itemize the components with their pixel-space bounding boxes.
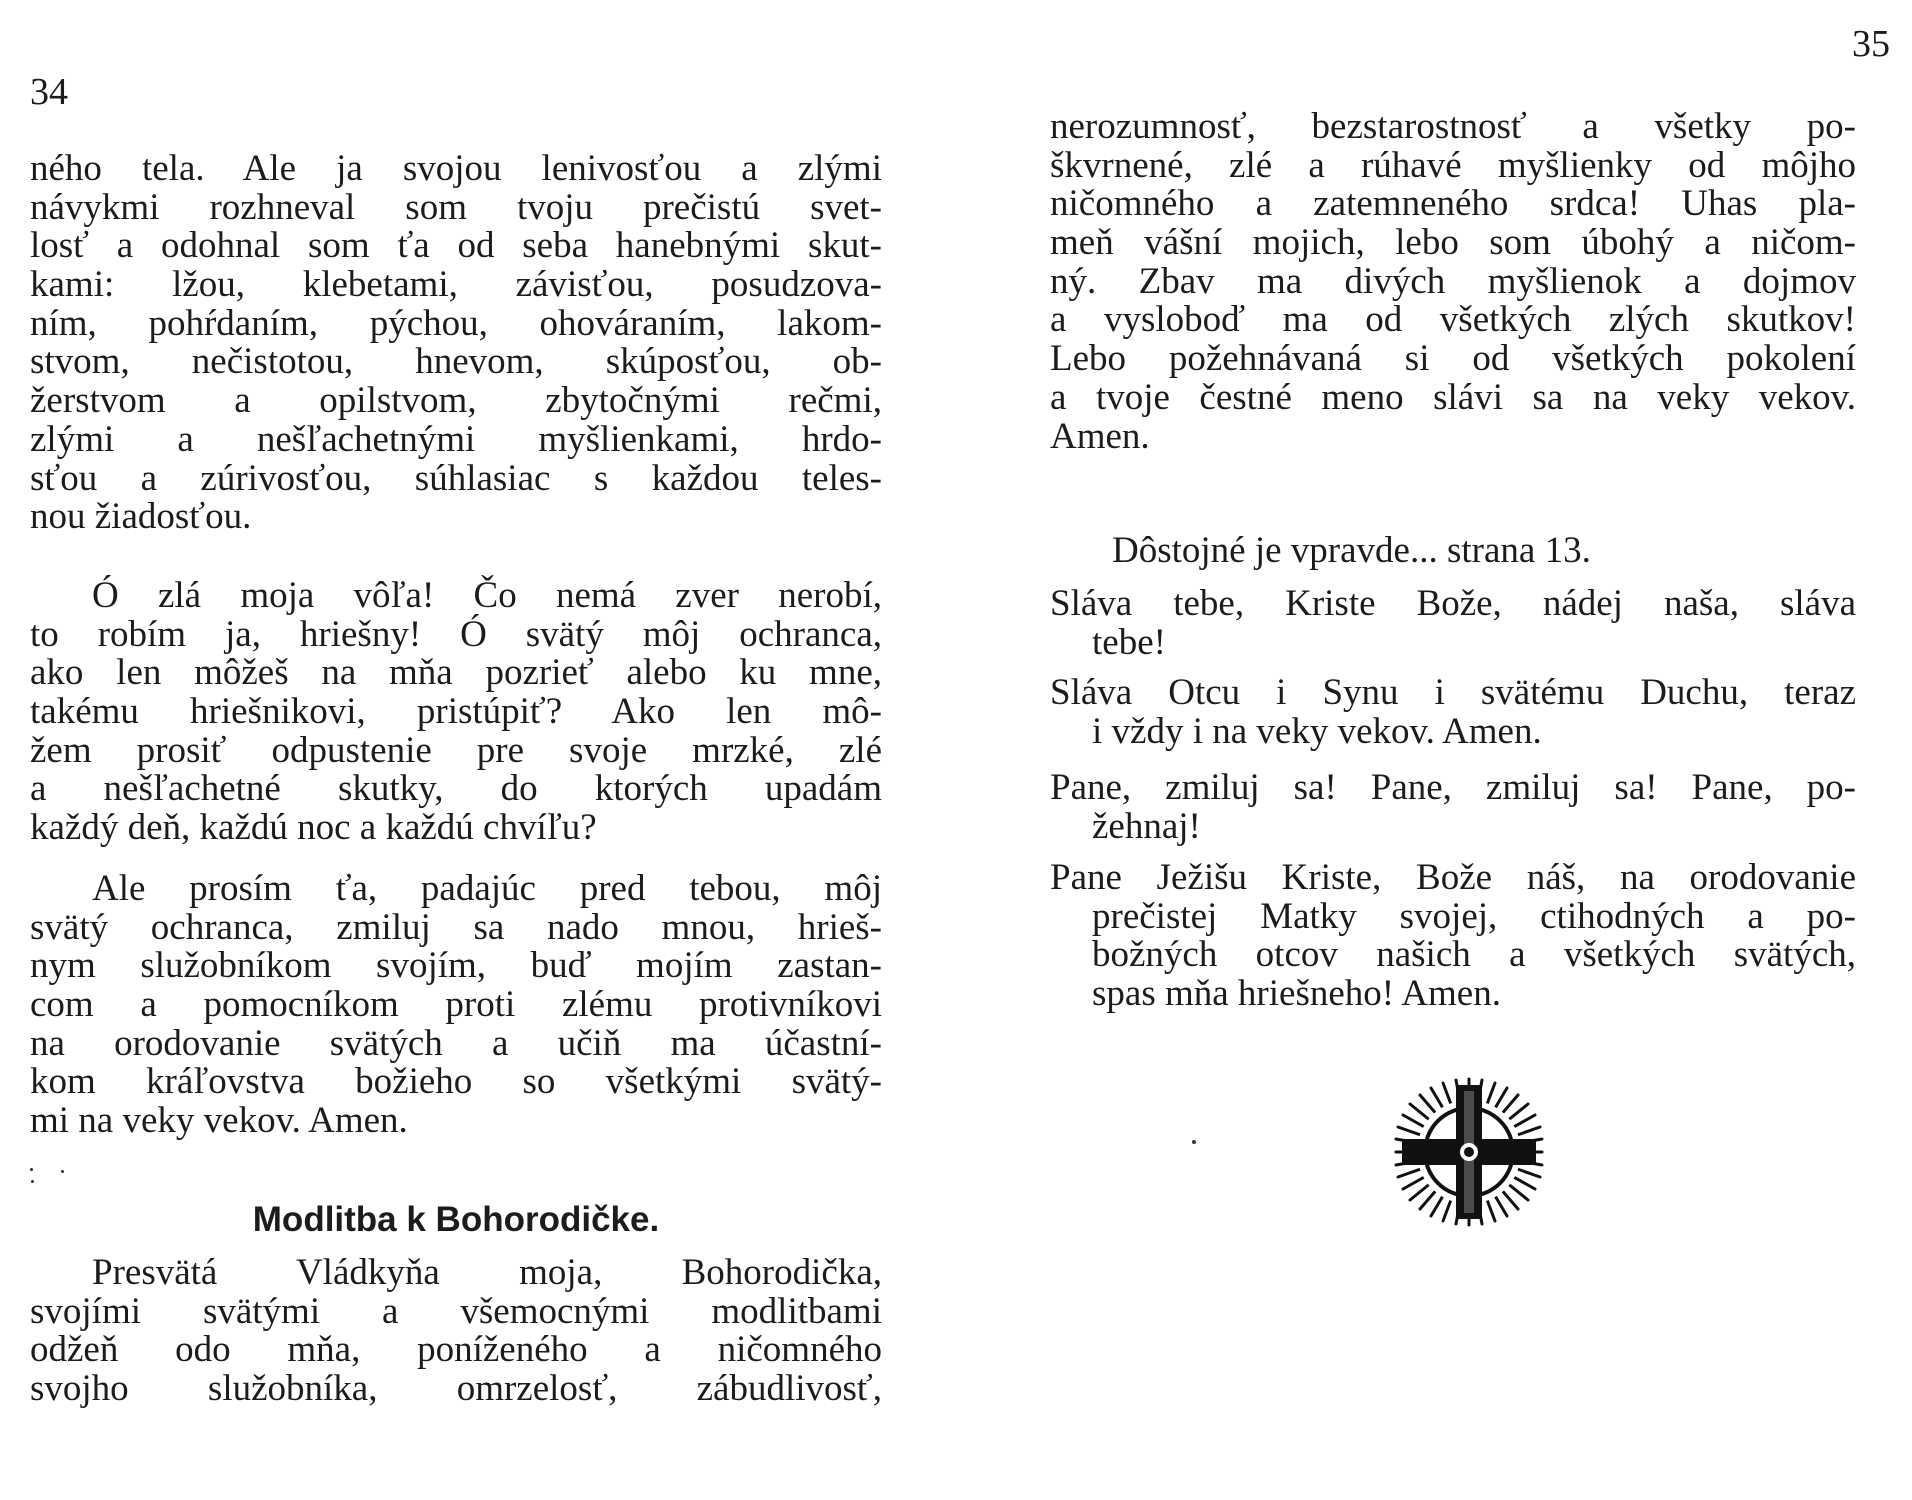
text-line: ný. Zbav ma divých myšlienok a dojmov	[1050, 260, 1856, 302]
paragraph-ale-prosim	[30, 870, 882, 1141]
print-speck	[1192, 1140, 1196, 1144]
text-line: kami: lžou, klebetami, závisťou, posudzova-	[30, 264, 882, 306]
text-line: škvrnené, zlé a rúhavé myšlienky od môjho	[1050, 144, 1856, 186]
text-line: takému hriešnikovi, pristúpiť? Ako len mô-	[30, 691, 882, 733]
text-line: to robím ja, hriešny! Ó svätý môj ochranca,	[30, 613, 882, 655]
right-page	[956, 0, 1912, 1500]
text-line: stvom, nečistotou, hnevom, skúposťou, ob-	[30, 341, 882, 383]
text-line: Presvätá Vládkyňa moja, Bohorodička,	[92, 1252, 882, 1293]
text-line: ného tela. Ale ja svojou lenivosťou a zlými	[30, 148, 882, 189]
text-line: kom kráľovstva božieho so všetkými svätý-	[30, 1061, 882, 1103]
text-line: nerozumnosť, bezstarostnosť a všetky po-	[1050, 106, 1856, 147]
text-line: Amen.	[1050, 415, 1150, 457]
text-line: žerstvom a opilstvom, zbytočnými rečmi,	[30, 380, 882, 422]
text-line: Ó zlá moja vôľa! Čo nemá zver nerobí,	[92, 575, 882, 616]
page-number-right: 35	[1852, 23, 1890, 65]
text-line: Ale prosím ťa, padajúc pred tebou, môj	[92, 868, 882, 909]
text-line: Pane, zmiluj sa! Pane, zmiluj sa! Pane, po-	[1050, 767, 1856, 808]
print-speck	[61, 1170, 64, 1173]
text-line: odžeň odo mňa, poníženého a ničomného	[30, 1329, 882, 1371]
text-line: Sláva tebe, Kriste Bože, nádej naša, sláva	[1050, 583, 1856, 624]
text-line: svojími svätými a všemocnými modlitbami	[30, 1290, 882, 1332]
text-line: sťou a zúrivosťou, súhlasiac s každou teles-	[30, 457, 882, 499]
text-line: božných otcov našich a všetkých svätých,	[1092, 934, 1856, 976]
text-line: zlými a nešľachetnými myšlienkami, hrdo-	[30, 418, 882, 460]
text-line: žehnaj!	[1092, 805, 1201, 847]
text-line: Pane Ježišu Kriste, Bože náš, na orodovanie	[1050, 857, 1856, 898]
text-line: meň vášní mojich, lebo som úbohý a ničom-	[1050, 222, 1856, 264]
text-line: nou žiadosťou.	[30, 496, 252, 538]
section-heading: Modlitba k Bohorodičke.	[252, 1200, 660, 1239]
text-line: tebe!	[1092, 621, 1166, 663]
text-line: a tvoje čestné meno slávi sa na veky vekov.	[1050, 376, 1856, 418]
text-line: každý deň, každú noc a každú chvíľu?	[30, 807, 597, 849]
text-line: losť a odohnal som ťa od seba hanebnými skut-	[30, 225, 882, 267]
text-line: na orodovanie svätých a učiň ma účastní-	[30, 1022, 882, 1064]
prayer-response	[1050, 585, 1856, 662]
print-speck	[31, 1180, 34, 1183]
prayer-response	[1050, 769, 1856, 846]
paragraph-o-zla-moja-vola	[30, 577, 882, 848]
paragraph-continued-right	[1050, 108, 1856, 456]
text-line: a nešľachetné skutky, do ktorých upadám	[30, 768, 882, 810]
text-line: ničomného a zatemneného srdca! Uhas pla-	[1050, 183, 1856, 225]
text-line: nym služobníkom svojím, buď mojím zastan-	[30, 945, 882, 987]
text-line: ním, pohŕdaním, pýchou, ohováraním, lakom-	[30, 302, 882, 344]
text-line: návykmi rozhneval som tvoju prečistú svet-	[30, 186, 882, 228]
page-number-left: 34	[30, 71, 68, 113]
prayer-response	[1050, 674, 1856, 751]
text-line: a vysloboď ma od všetkých zlých skutkov!	[1050, 299, 1856, 341]
text-line: Sláva Otcu i Synu i svätému Duchu, teraz	[1050, 672, 1856, 713]
paragraph-continued	[30, 150, 882, 537]
text-line: žem prosiť odpustenie pre svoje mrzké, zlé	[30, 729, 882, 771]
text-line: svätý ochranca, zmiluj sa nado mnou, hrieš-	[30, 906, 882, 948]
text-line: svojho služobníka, omrzelosť, zábudlivosť,	[30, 1368, 882, 1410]
radiant-cross-icon	[1394, 1077, 1544, 1227]
text-line: Lebo požehnávaná si od všetkých pokolení	[1050, 338, 1856, 380]
page-reference: Dôstojné je vpravde... strana 13.	[1112, 530, 1591, 571]
text-line: prečistej Matky svojej, ctihodných a po-	[1092, 895, 1856, 937]
text-line: spas mňa hriešneho! Amen.	[1092, 973, 1501, 1015]
prayer-response	[1050, 859, 1856, 1014]
text-line: com a pomocníkom proti zlému protivníkovi	[30, 984, 882, 1026]
text-line: ako len môžeš na mňa pozrieť alebo ku mne,	[30, 652, 882, 694]
print-speck	[30, 1168, 33, 1171]
text-line: mi na veky vekov. Amen.	[30, 1100, 408, 1142]
text-line: i vždy i na veky vekov. Amen.	[1092, 710, 1542, 752]
paragraph-presvata-vladkyna	[30, 1254, 882, 1409]
